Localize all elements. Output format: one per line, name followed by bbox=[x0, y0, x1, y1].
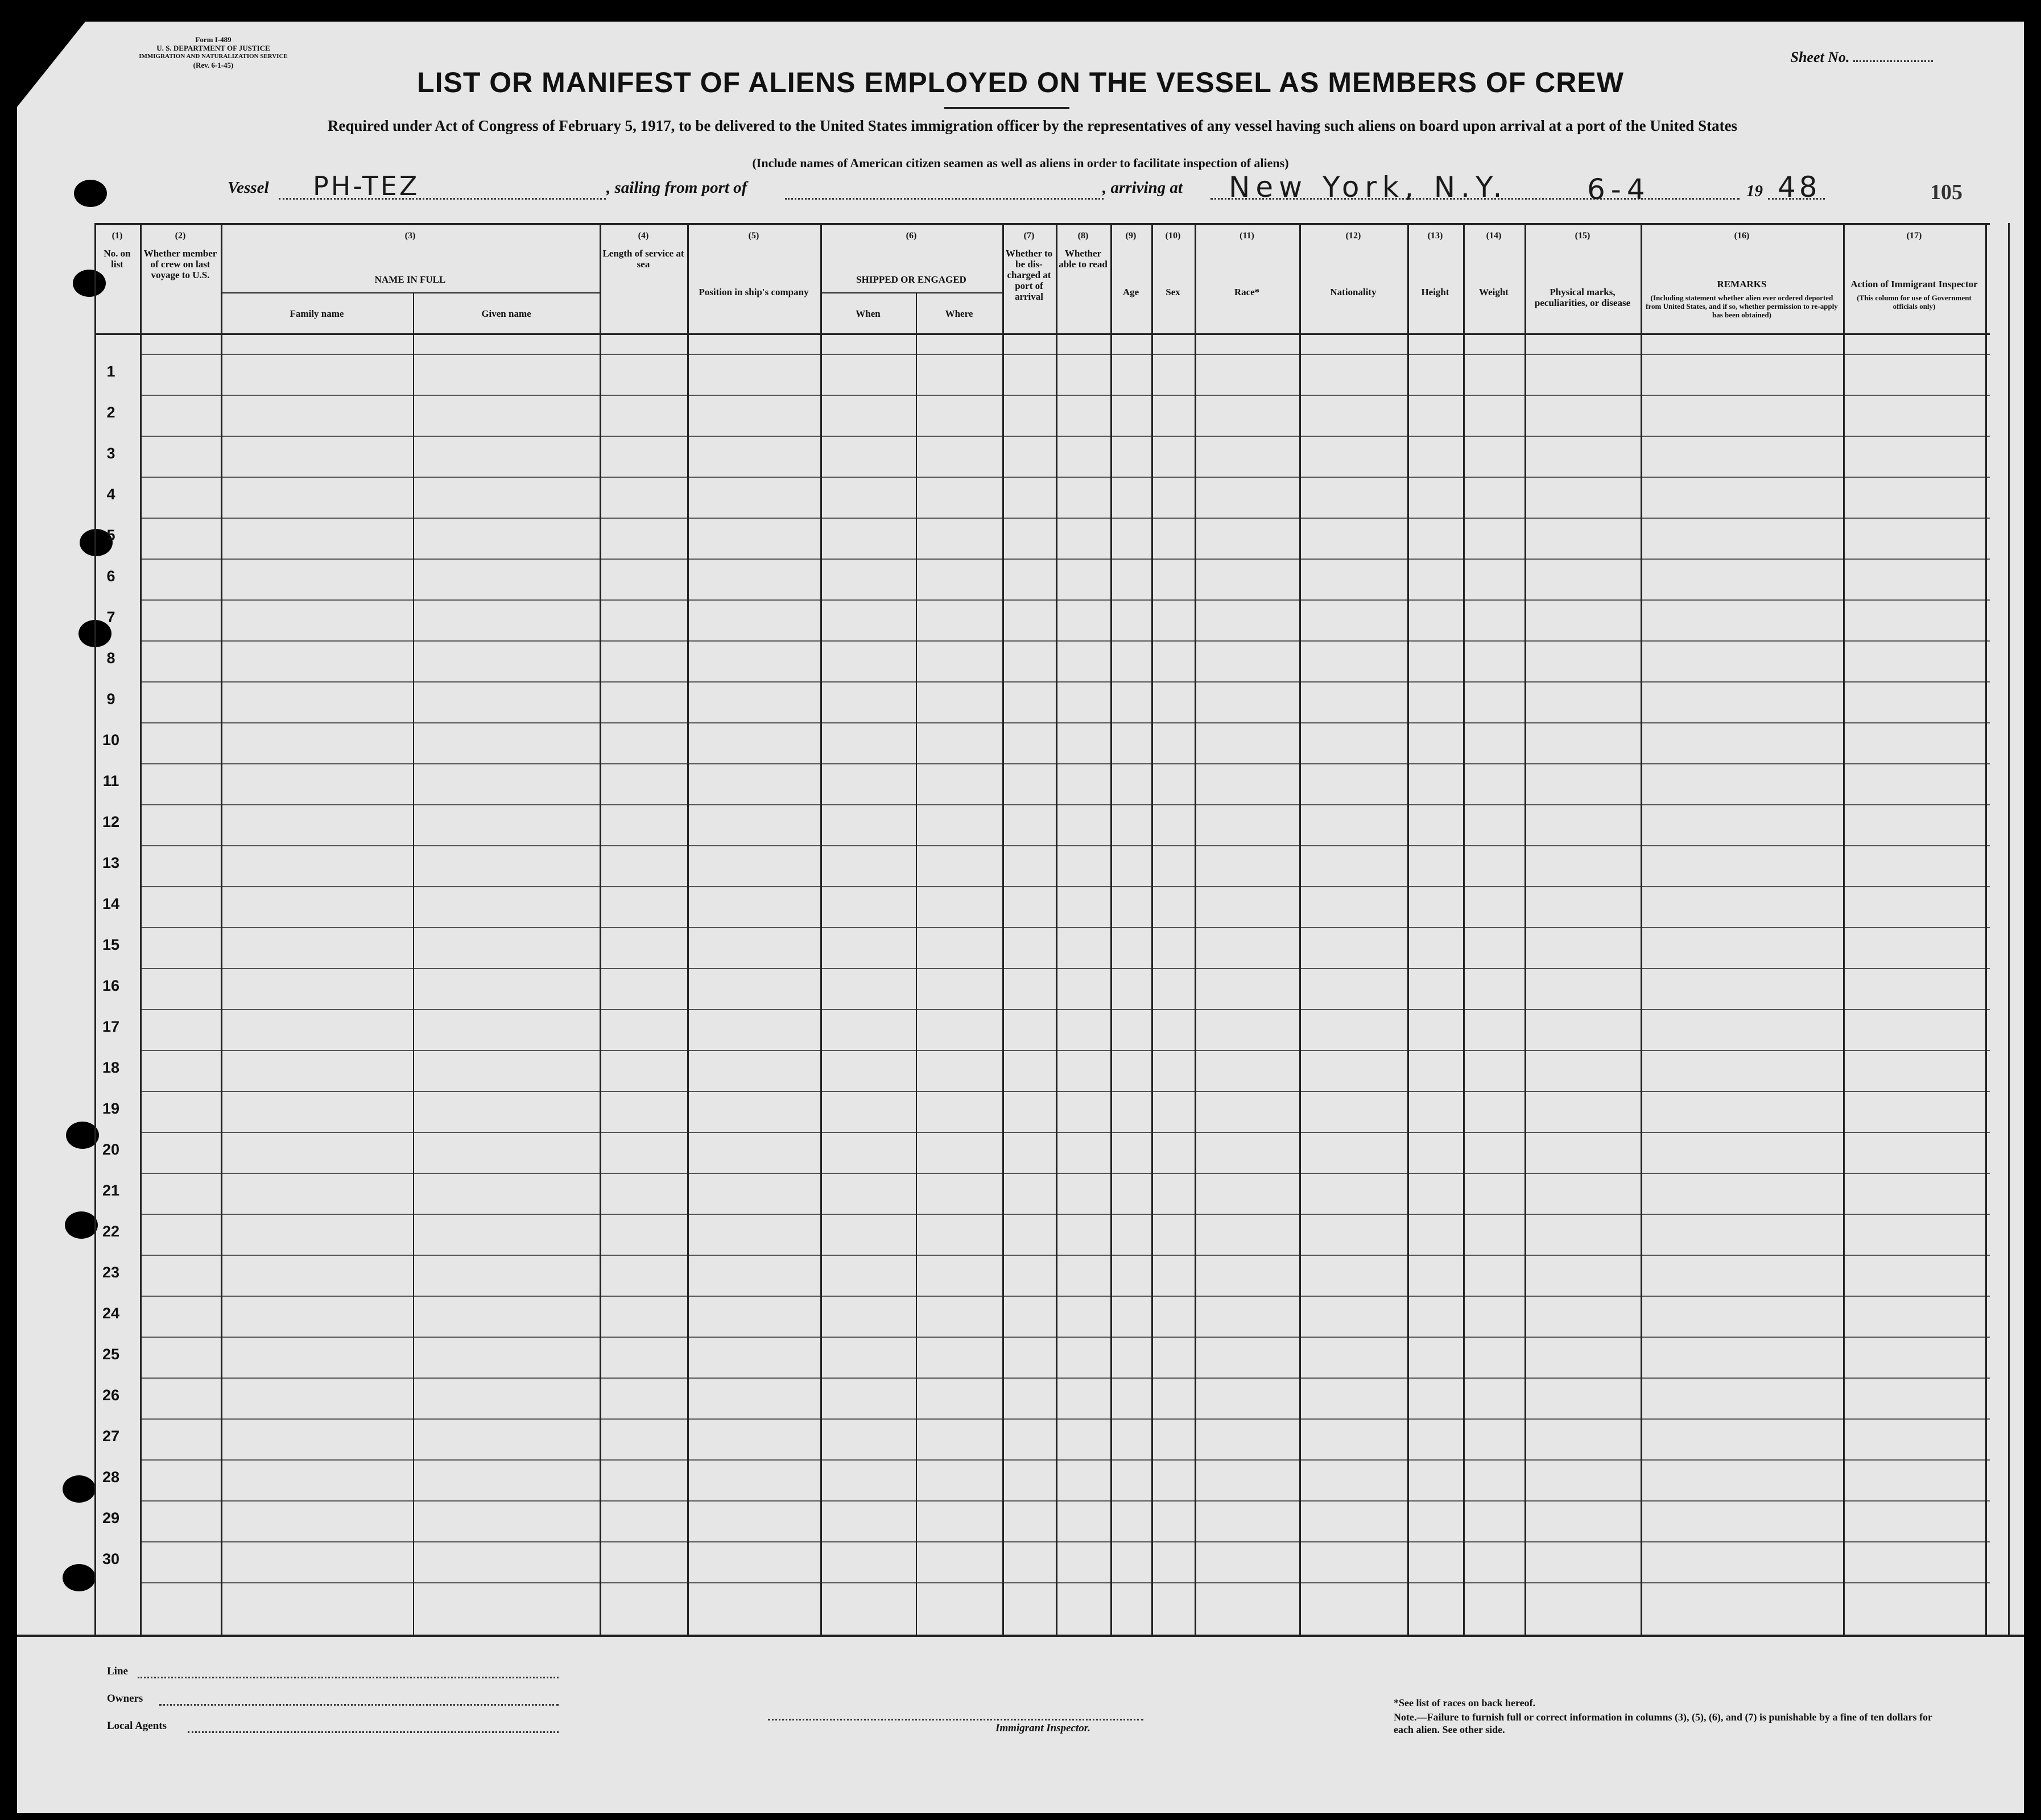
column-number: (9) bbox=[1125, 231, 1137, 241]
row-rule bbox=[140, 968, 1990, 969]
column-rule bbox=[820, 223, 822, 1635]
column-note: (This column for use of Government officials only) bbox=[1857, 293, 1972, 311]
row-rule bbox=[140, 518, 1990, 519]
column-header: Whether member of crew on last voyage to U.S. bbox=[143, 248, 217, 280]
row-rule bbox=[140, 1009, 1990, 1010]
row-rule bbox=[140, 1541, 1990, 1542]
row-rule bbox=[140, 1173, 1990, 1174]
row-number: 21 bbox=[102, 1182, 120, 1199]
column-header: Age bbox=[1122, 287, 1139, 297]
column-number: (8) bbox=[1077, 231, 1089, 241]
row-number: 17 bbox=[102, 1018, 120, 1035]
row-rule bbox=[140, 1459, 1990, 1461]
column-rule bbox=[221, 223, 222, 1635]
row-rule bbox=[140, 1296, 1990, 1297]
column-number: (15) bbox=[1575, 231, 1590, 241]
table-bottom-border bbox=[17, 1635, 2024, 1637]
column-number: (17) bbox=[1906, 231, 1922, 241]
column-rule bbox=[916, 292, 917, 1635]
row-number: 14 bbox=[102, 895, 120, 912]
column-rule bbox=[1843, 223, 1845, 1635]
footer-owners-label: Owners bbox=[107, 1693, 143, 1705]
row-number: 29 bbox=[102, 1509, 120, 1527]
row-number: 18 bbox=[102, 1059, 120, 1076]
row-number: 15 bbox=[102, 936, 120, 953]
column-header: SHIPPED OR ENGAGED bbox=[856, 274, 966, 285]
column-rule bbox=[687, 223, 689, 1635]
column-number: (12) bbox=[1345, 231, 1361, 241]
crew-manifest-table bbox=[17, 22, 2024, 1813]
column-rule bbox=[1151, 223, 1153, 1635]
subcolumn-header: Where bbox=[945, 308, 973, 319]
column-header: Physical marks, peculiarities, or disease bbox=[1534, 287, 1631, 308]
row-number: 5 bbox=[106, 527, 115, 544]
row-rule bbox=[140, 599, 1990, 601]
column-header: Nationality bbox=[1330, 287, 1377, 297]
line-field[interactable] bbox=[138, 1677, 559, 1678]
row-rule bbox=[140, 1582, 1990, 1583]
arriving-label: , arriving at bbox=[1102, 179, 1183, 197]
owners-field[interactable] bbox=[159, 1704, 559, 1706]
row-number: 27 bbox=[102, 1428, 120, 1445]
column-rule bbox=[1407, 223, 1409, 1635]
footer-line-label: Line bbox=[107, 1665, 128, 1677]
column-rule bbox=[600, 223, 601, 1635]
column-number: (7) bbox=[1023, 231, 1035, 241]
row-number: 22 bbox=[102, 1223, 120, 1240]
column-rule bbox=[1056, 223, 1057, 1635]
column-header: Height bbox=[1421, 287, 1449, 297]
row-rule bbox=[140, 681, 1990, 682]
row-number: 10 bbox=[102, 731, 120, 748]
row-number: 16 bbox=[102, 977, 120, 994]
inspector-label: Immigrant Inspector. bbox=[995, 1722, 1090, 1734]
row-number: 24 bbox=[102, 1305, 120, 1322]
column-rule bbox=[1002, 223, 1004, 1635]
column-header: Whether able to read bbox=[1059, 248, 1108, 270]
column-number: (1) bbox=[111, 231, 123, 241]
row-number: 23 bbox=[102, 1264, 120, 1281]
agents-field[interactable] bbox=[188, 1731, 559, 1733]
row-number: 30 bbox=[102, 1550, 120, 1567]
row-rule bbox=[140, 886, 1990, 887]
column-number: (5) bbox=[748, 231, 759, 241]
column-header: No. on list bbox=[104, 248, 131, 270]
row-number: 4 bbox=[106, 486, 115, 503]
row-number: 8 bbox=[106, 650, 115, 667]
table-top-border bbox=[94, 223, 1990, 225]
row-number: 25 bbox=[102, 1346, 120, 1363]
date-value[interactable]: 6-4 bbox=[1587, 173, 1651, 206]
races-note: *See list of races on back hereof. bbox=[1394, 1697, 1536, 1709]
column-header: Weight bbox=[1479, 287, 1509, 297]
stamped-sheet-number: 105 bbox=[1930, 180, 1962, 204]
column-rule bbox=[1641, 223, 1642, 1635]
column-number: (14) bbox=[1486, 231, 1502, 241]
requirement-text: Required under Act of Congress of February 5, 1917, to be delivered to the United States immigration officer by the representatives of any vessel having such aliens on board upon arrival at a port of the United States bbox=[327, 117, 1738, 134]
column-rule bbox=[1524, 223, 1526, 1635]
row-number: 20 bbox=[102, 1141, 120, 1158]
column-number: (2) bbox=[175, 231, 186, 241]
row-rule bbox=[140, 559, 1990, 560]
row-rule bbox=[140, 395, 1990, 396]
row-rule bbox=[140, 1255, 1990, 1256]
column-header: Action of Immigrant Inspector bbox=[1850, 279, 1978, 289]
column-number: (16) bbox=[1734, 231, 1750, 241]
inspector-signature-field[interactable] bbox=[768, 1719, 1143, 1720]
column-number: (6) bbox=[906, 231, 917, 241]
row-rule bbox=[140, 1214, 1990, 1215]
column-rule bbox=[413, 292, 414, 1635]
year-value[interactable]: 48 bbox=[1778, 171, 1821, 204]
row-rule bbox=[140, 1500, 1990, 1502]
footer-agents-label: Local Agents bbox=[107, 1720, 167, 1732]
row-number: 9 bbox=[106, 690, 115, 708]
column-rule bbox=[140, 223, 142, 1635]
column-number: (10) bbox=[1165, 231, 1181, 241]
row-number: 13 bbox=[102, 854, 120, 871]
row-rule bbox=[140, 1418, 1990, 1420]
row-rule bbox=[140, 354, 1990, 355]
vessel-label: Vessel bbox=[228, 179, 269, 197]
row-number: 19 bbox=[102, 1100, 120, 1117]
row-rule bbox=[140, 1337, 1990, 1338]
row-rule bbox=[140, 640, 1990, 642]
column-number: (3) bbox=[404, 231, 416, 241]
include-note: (Include names of American citizen seamen as well as aliens in order to facilitate inspection of aliens) bbox=[752, 156, 1289, 170]
row-number: 1 bbox=[106, 363, 115, 380]
row-rule bbox=[140, 845, 1990, 846]
row-number: 7 bbox=[106, 609, 115, 626]
name-subheader-rule bbox=[221, 292, 600, 293]
column-number: (4) bbox=[638, 231, 649, 241]
column-rule bbox=[1463, 223, 1465, 1635]
row-number: 28 bbox=[102, 1469, 120, 1486]
vessel-value[interactable]: PH-TEZ bbox=[313, 171, 420, 201]
row-number: 6 bbox=[106, 568, 115, 585]
row-rule bbox=[140, 1050, 1990, 1051]
subcolumn-header: Given name bbox=[481, 308, 531, 319]
row-number: 26 bbox=[102, 1387, 120, 1404]
column-number: (13) bbox=[1427, 231, 1443, 241]
column-rule bbox=[94, 223, 96, 1635]
form-title: LIST OR MANIFEST OF ALIENS EMPLOYED ON THE VESSEL AS MEMBERS OF CREW bbox=[417, 67, 1624, 98]
column-rule bbox=[1195, 223, 1196, 1635]
row-rule bbox=[140, 1378, 1990, 1379]
column-header: Race* bbox=[1234, 287, 1260, 297]
sailing-label: , sailing from port of bbox=[606, 179, 747, 197]
row-rule bbox=[140, 722, 1990, 723]
row-rule bbox=[140, 763, 1990, 764]
arriving-value[interactable]: New York, N.Y. bbox=[1229, 171, 1508, 204]
row-rule bbox=[140, 804, 1990, 805]
row-number: 12 bbox=[102, 813, 120, 830]
column-rule bbox=[1985, 223, 1987, 1635]
penalty-note: Note.—Failure to furnish full or correct information in columns (3), (5), (6), and (7) is punishable by a fine of ten dollars for each alien. See other side. bbox=[1394, 1711, 1932, 1735]
row-rule bbox=[140, 1132, 1990, 1133]
row-rule bbox=[140, 927, 1990, 928]
column-header: NAME IN FULL bbox=[374, 274, 446, 285]
year-prefix: 19 bbox=[1746, 182, 1763, 200]
column-header: REMARKS bbox=[1717, 279, 1767, 289]
row-rule bbox=[140, 477, 1990, 478]
shipped-subheader-rule bbox=[820, 292, 1002, 293]
manifest-sheet bbox=[17, 22, 2024, 1813]
row-number: 3 bbox=[106, 445, 115, 462]
column-note: (Including statement whether alien ever ordered deported from United States, and if so, whether permission to re-apply has been obtained) bbox=[1646, 293, 1838, 319]
form-identifier: Form I-489 U. S. DEPARTMENT OF JUSTICE IMMIGRATION AND NATURALIZATION SERVICE (Rev. 6-1-45) bbox=[139, 35, 288, 69]
subcolumn-header: Family name bbox=[290, 308, 344, 319]
row-number: 2 bbox=[106, 404, 115, 421]
column-header: Position in ship's company bbox=[699, 287, 809, 297]
column-header: Length of service at sea bbox=[602, 248, 684, 270]
sheet-label: Sheet No. bbox=[1790, 49, 1850, 65]
row-rule bbox=[140, 436, 1990, 437]
column-header: Sex bbox=[1166, 287, 1180, 297]
row-rule bbox=[140, 1091, 1990, 1092]
column-rule bbox=[1299, 223, 1301, 1635]
column-header: Whether to be dis-charged at port of arrival bbox=[1005, 248, 1053, 302]
column-rule bbox=[1110, 223, 1112, 1635]
row-number: 11 bbox=[102, 772, 119, 789]
subcolumn-header: When bbox=[856, 308, 881, 319]
header-bottom-border bbox=[94, 333, 1990, 335]
right-margin-rule bbox=[2008, 223, 2010, 1635]
column-number: (11) bbox=[1240, 231, 1254, 241]
